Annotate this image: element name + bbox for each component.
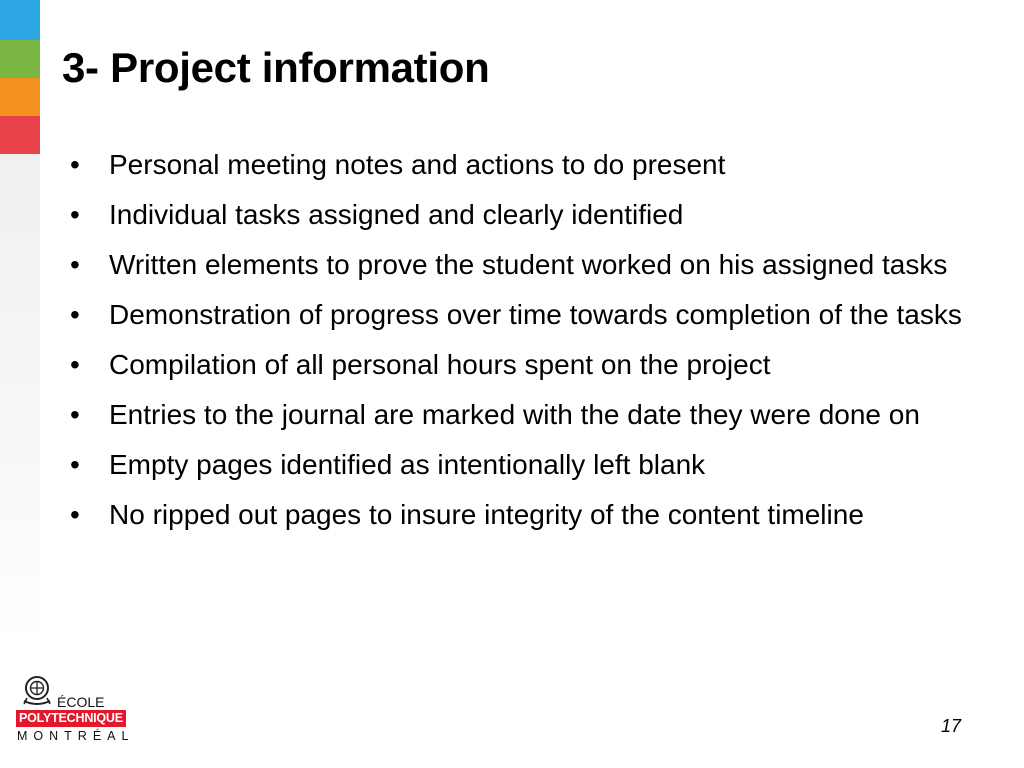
bullet-item	[70, 145, 970, 185]
bullet-dot: •	[70, 399, 80, 430]
logo-polytechnique-text: POLYTECHNIQUE	[16, 710, 126, 727]
bullet-dot: •	[70, 449, 80, 480]
bullet-item	[70, 445, 970, 485]
slide-title: 3- Project information	[62, 44, 490, 91]
bullet-text: Compilation of all personal hours spent on the project	[109, 349, 771, 380]
bullet-dot: •	[70, 249, 80, 280]
bullet-text: Personal meeting notes and actions to do present	[109, 149, 726, 180]
emblem-icon	[20, 673, 54, 707]
strip-fade	[0, 154, 40, 644]
strip-block-green	[0, 40, 40, 78]
page-number: 17	[941, 716, 962, 736]
bullet-dot: •	[70, 299, 80, 330]
bullet-text: Empty pages identified as intentionally left blank	[109, 449, 706, 480]
bullet-item	[70, 295, 970, 335]
bullet-item	[70, 345, 970, 385]
bullet-item	[70, 495, 970, 535]
polytechnique-logo	[16, 673, 146, 748]
bullet-item	[70, 195, 970, 235]
bullet-text: Demonstration of progress over time towards completion of the tasks	[109, 299, 962, 330]
bullet-dot: •	[70, 199, 80, 230]
strip-block-blue	[0, 0, 40, 40]
bullet-dot: •	[70, 349, 80, 380]
bullet-text: Entries to the journal are marked with the date they were done on	[109, 399, 920, 430]
strip-block-red	[0, 116, 40, 154]
strip-block-orange	[0, 78, 40, 116]
logo-montreal-text: MONTRÉAL	[17, 729, 135, 743]
bullet-item	[70, 245, 970, 285]
bullet-text: Written elements to prove the student worked on his assigned tasks	[109, 249, 948, 280]
bullet-dot: •	[70, 149, 80, 180]
bullet-text: No ripped out pages to insure integrity of the content timeline	[109, 499, 864, 530]
logo-ecole-text: ÉCOLE	[57, 694, 105, 710]
bullet-text: Individual tasks assigned and clearly identified	[109, 199, 684, 230]
bullet-dot: •	[70, 499, 80, 530]
bullet-item	[70, 395, 970, 435]
bullet-list	[70, 145, 970, 545]
